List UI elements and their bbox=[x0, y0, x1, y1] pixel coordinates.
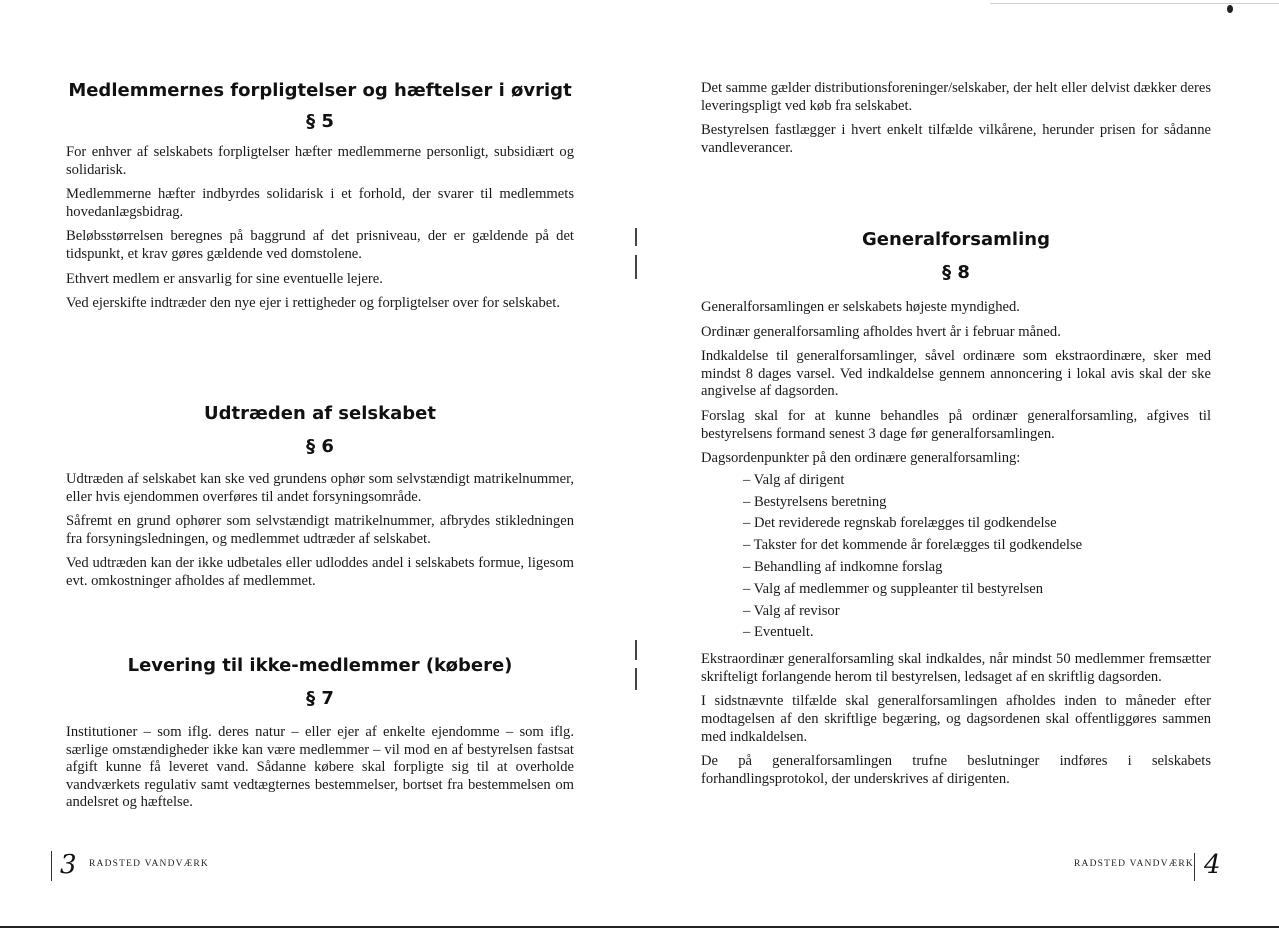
section-8-paragraph: Indkaldelse til generalforsamlinger, såvel ordinære som ekstraordinære, sker med mindst 8 dages varsel. Ved indkaldelse gennem annoncering i lokal avis skal der ske angivelse af dagsorden. bbox=[701, 348, 1211, 400]
section-8-paragraph: I sidstnævnte tilfælde skal generalforsamlingen afholdes inden to måneder efter modtagelsen af den skriftlige begæring, og dagsordenen skal offentliggøres sammen med indkaldelsen. bbox=[701, 693, 1211, 745]
section-7-paragraph: Institutioner – som iflg. deres natur – eller ejer af enkelte ejendomme – som iflg. særlige omstændigheder ikke kan være medlemmer – vil mod en af bestyrelsen fastsat afgift kunne få leveret vand. Sådanne købere skal forpligte sig til at overholde vandværkets regulativ samt vedtægternes bestemmelser, bortset fra bestemmelsen om andelsret og hæftelse. bbox=[66, 724, 574, 811]
section-5-number: § 5 bbox=[306, 111, 334, 132]
section-8-number: § 8 bbox=[942, 262, 970, 283]
agenda-item: – Det reviderede regnskab forelægges til godkendelse bbox=[743, 515, 1057, 532]
section-6-paragraph: Såfremt en grund ophører som selvstændigt matrikelnummer, afbrydes stikledningen fra forsyningsledningen, og medlemmet udtræder af selskabet. bbox=[66, 513, 574, 547]
section-8-paragraph: Dagsordenpunkter på den ordinære generalforsamling: bbox=[701, 450, 1021, 467]
section-8-heading: Generalforsamling bbox=[862, 229, 1050, 250]
section-8-paragraph: De på generalforsamlingen trufne beslutninger indføres i selskabets forhandlingsprotokol, der underskrives af dirigenten. bbox=[701, 753, 1211, 787]
agenda-item: – Valg af medlemmer og suppleanter til bestyrelsen bbox=[743, 580, 1044, 597]
section-7 bbox=[66, 655, 574, 819]
section-7-heading: Levering til ikke-medlemmer (købere) bbox=[127, 655, 513, 676]
page-number-right: 4 bbox=[1204, 850, 1221, 880]
section-8 bbox=[701, 229, 1211, 795]
section-8-paragraph: Generalforsamlingen er selskabets højeste myndighed. bbox=[701, 299, 1020, 315]
section-5-paragraph: Ethvert medlem er ansvarlig for sine eventuelle lejere. bbox=[66, 270, 383, 287]
scan-edge-line bbox=[990, 3, 1279, 4]
section-5 bbox=[66, 80, 574, 320]
gutter-mark bbox=[635, 668, 637, 690]
agenda-item: – Takster for det kommende år forelægges til godkendelse bbox=[743, 537, 1083, 554]
page-number-left: 3 bbox=[60, 850, 77, 880]
section-6-number: § 6 bbox=[306, 436, 334, 457]
footer-rule-right bbox=[1194, 853, 1195, 881]
agenda-item: – Valg af dirigent bbox=[743, 471, 845, 488]
gutter-mark bbox=[635, 255, 637, 279]
section-5-paragraph: For enhver af selskabets forpligtelser hæfter medlemmerne personligt, subsidiært og solidarisk. bbox=[66, 144, 574, 178]
section-8-paragraph: Ordinær generalforsamling afholdes hvert år i februar måned. bbox=[701, 323, 1061, 340]
footer-rule-left bbox=[51, 851, 52, 881]
section-7-paragraph: Bestyrelsen fastlægger i hvert enkelt tilfælde vilkårene, herunder prisen for sådanne vandleverancer. bbox=[701, 122, 1211, 156]
section-8-paragraph: Ekstraordinær generalforsamling skal indkaldes, når mindst 50 medlemmer fremsætter skrifteligt forlangende herom til bestyrelsen, ledsaget af en skriftlig dagsorden. bbox=[701, 651, 1211, 685]
section-6-paragraph: Ved udtræden kan der ikke udbetales eller udloddes andel i selskabets formue, ligesom evt. omkostninger afholdes af medlemmet. bbox=[66, 555, 574, 589]
section-6 bbox=[66, 403, 574, 598]
section-7-paragraph: Det samme gælder distributionsforeninger/selskaber, der helt eller delvist dækker deres leveringspligt ved køb fra selskabet. bbox=[701, 80, 1211, 114]
section-5-paragraph: Beløbsstørrelsen beregnes på baggrund af det prisniveau, der er gældende på det tidspunkt, et krav gøres gældende ved domstolene. bbox=[66, 228, 574, 262]
section-8-paragraph: Forslag skal for at kunne behandles på ordinær generalforsamling, afgives til bestyrelsens formand senest 3 dage før generalforsamlingen. bbox=[701, 407, 1211, 442]
scan-bottom-edge bbox=[0, 926, 1279, 928]
section-5-paragraph: Medlemmerne hæfter indbyrdes solidarisk i et forhold, der svarer til medlemmets hovedanlægsbidrag. bbox=[66, 186, 574, 220]
gutter-mark bbox=[635, 228, 637, 246]
agenda-item: – Behandling af indkomne forslag bbox=[743, 558, 943, 575]
agenda-item: – Eventuelt. bbox=[743, 624, 814, 641]
section-6-paragraph: Udtræden af selskabet kan ske ved grundens ophør som selvstændigt matrikelnummer, eller hvis ejendommen overføres til andet forsyningsområde. bbox=[66, 471, 574, 505]
gutter-mark bbox=[635, 640, 637, 660]
agenda-list bbox=[701, 470, 1211, 644]
section-7-number: § 7 bbox=[306, 688, 334, 709]
section-5-paragraph: Ved ejerskifte indtræder den nye ejer i rettigheder og forpligtelser over for selskabet. bbox=[66, 295, 560, 312]
footer-name-left: RADSTED VANDVÆRK bbox=[89, 859, 209, 869]
section-7-continued bbox=[701, 80, 1211, 164]
scan-speck bbox=[1227, 5, 1233, 13]
section-6-heading: Udtræden af selskabet bbox=[204, 403, 436, 424]
section-5-heading: Medlemmernes forpligtelser og hæftelser i øvrigt bbox=[68, 80, 572, 101]
agenda-item: – Bestyrelsens beretning bbox=[743, 493, 887, 510]
agenda-item: – Valg af revisor bbox=[743, 602, 840, 619]
footer-name-right: RADSTED VANDVÆRK bbox=[1074, 859, 1194, 869]
